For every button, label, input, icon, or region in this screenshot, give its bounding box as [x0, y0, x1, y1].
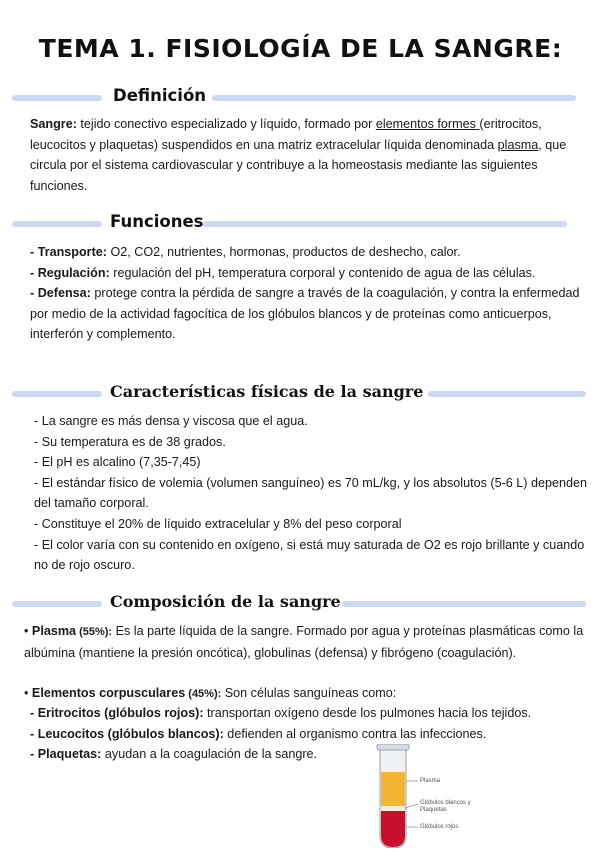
list-item	[30, 724, 596, 745]
plasma-text: Es la parte líquida de la sangre. Formado por agua y proteínas plasmáticas como la albúmina (mantiene la presión oncótica), globulinas (defensa) y fibrógeno (coagulación).	[24, 624, 584, 660]
heading-definicion: Definición	[113, 86, 207, 105]
tube-rim	[377, 744, 409, 750]
definicion-paragraph	[30, 114, 596, 196]
term-elementos-formes: elementos formes	[375, 117, 480, 131]
bullet: •	[24, 686, 29, 700]
heading-bar-right	[342, 601, 586, 607]
definicion-text-3: , que circula por el sistema cardiovascular y contribuye a la homeostasis mediante las siguientes funciones.	[30, 137, 567, 193]
heading-composicion: Composición de la sangre	[110, 592, 341, 611]
list-item: - El pH es alcalino (7,35-7,45)	[34, 455, 201, 470]
section-header-definicion	[0, 86, 601, 110]
elementos-percent: (45%):	[185, 688, 222, 700]
item-label: - Eritrocitos (glóbulos rojos):	[30, 706, 204, 720]
label-plasma: Plasma	[420, 778, 441, 784]
blood-tube-illustration	[372, 744, 512, 848]
definicion-text-1: tejido conectivo especializado y líquido, formado por	[76, 117, 376, 131]
term-sangre: Sangre:	[30, 117, 77, 131]
list-item	[30, 703, 596, 724]
list-item: - Constituye el 20% de líquido extracelular y 8% del peso corporal	[34, 516, 402, 531]
item-text: regulación del pH, temperatura corporal y contenido de agua de las células.	[109, 265, 536, 280]
plasma-percent: (55%):	[76, 626, 113, 638]
list-item	[30, 283, 596, 345]
list-item: - El color varía con su contenido en oxígeno, si está muy saturada de O2 es rojo brillante y cuando no de rojo oscuro.	[34, 537, 585, 573]
plasma-label: Plasma	[31, 624, 77, 638]
bullet: •	[24, 624, 29, 638]
composicion-plasma	[24, 621, 596, 663]
section-header-composicion	[0, 592, 601, 616]
section-header-caracteristicas	[0, 382, 601, 406]
term-plasma: plasma	[497, 137, 539, 152]
list-item: - El estándar físico de volemia (volumen sanguíneo) es 70 mL/kg, y los absolutos (5-6 L) dependen del tamaño corporal.	[34, 475, 588, 511]
heading-bar-left	[12, 221, 102, 227]
list-item	[30, 242, 596, 263]
composicion-elementos	[24, 683, 596, 705]
label-red-cells: Glóbulos rojos	[420, 824, 459, 830]
item-label: - Defensa:	[30, 286, 91, 301]
blood-tube-svg	[372, 744, 512, 848]
heading-caracteristicas: Características físicas de la sangre	[110, 382, 424, 401]
item-text: defienden al organismo contra las infecciones.	[223, 726, 487, 741]
caracteristicas-list	[34, 411, 594, 576]
heading-bar-left	[12, 601, 102, 607]
heading-funciones: Funciones	[110, 212, 204, 231]
heading-bar-left	[12, 391, 102, 397]
label-buffy-coat: Glóbulos blancos y Plaquetas	[420, 800, 471, 813]
item-text: protege contra la pérdida de sangre a través de la coagulación, y contra la enfermedad por medio de la actividad fagocítica de los glóbulos blancos y de proteínas como anticuerpos, interferón y complemento.	[30, 286, 580, 342]
tube-red-layer	[381, 811, 405, 847]
list-item: - La sangre es más densa y viscosa que el agua.	[34, 414, 308, 428]
item-label: - Regulación:	[30, 265, 110, 280]
buffy-pointer	[405, 804, 418, 808]
item-text: transportan oxígeno desde los pulmones hacia los tejidos.	[203, 706, 532, 720]
item-text: O2, CO2, nutrientes, hormonas, productos de deshecho, calor.	[106, 245, 461, 259]
item-text: ayudan a la coagulación de la sangre.	[101, 747, 318, 762]
tube-plasma-layer	[381, 772, 405, 806]
section-header-funciones	[0, 212, 601, 236]
list-item	[30, 263, 596, 284]
item-label: - Plaquetas:	[30, 747, 102, 762]
item-label: - Leucocitos (glóbulos blancos):	[30, 726, 224, 741]
funciones-list	[30, 242, 596, 345]
elementos-text: Son células sanguíneas como:	[221, 686, 397, 700]
page-title: TEMA 1. FISIOLOGÍA DE LA SANGRE:	[38, 34, 563, 63]
elementos-label: Elementos corpusculares	[31, 686, 186, 700]
list-item: - Su temperatura es de 38 grados.	[34, 434, 226, 449]
tube-buffy-layer	[381, 806, 405, 811]
heading-bar-right	[203, 221, 567, 227]
heading-bar-right	[212, 95, 576, 101]
heading-bar-right	[428, 391, 586, 397]
item-label: - Transporte:	[30, 245, 107, 259]
heading-bar-left	[12, 95, 102, 101]
definicion-text-2: (eritrocitos, leucocitos y plaquetas) suspendidos en una matriz extracelular líquida denominada	[30, 117, 542, 152]
